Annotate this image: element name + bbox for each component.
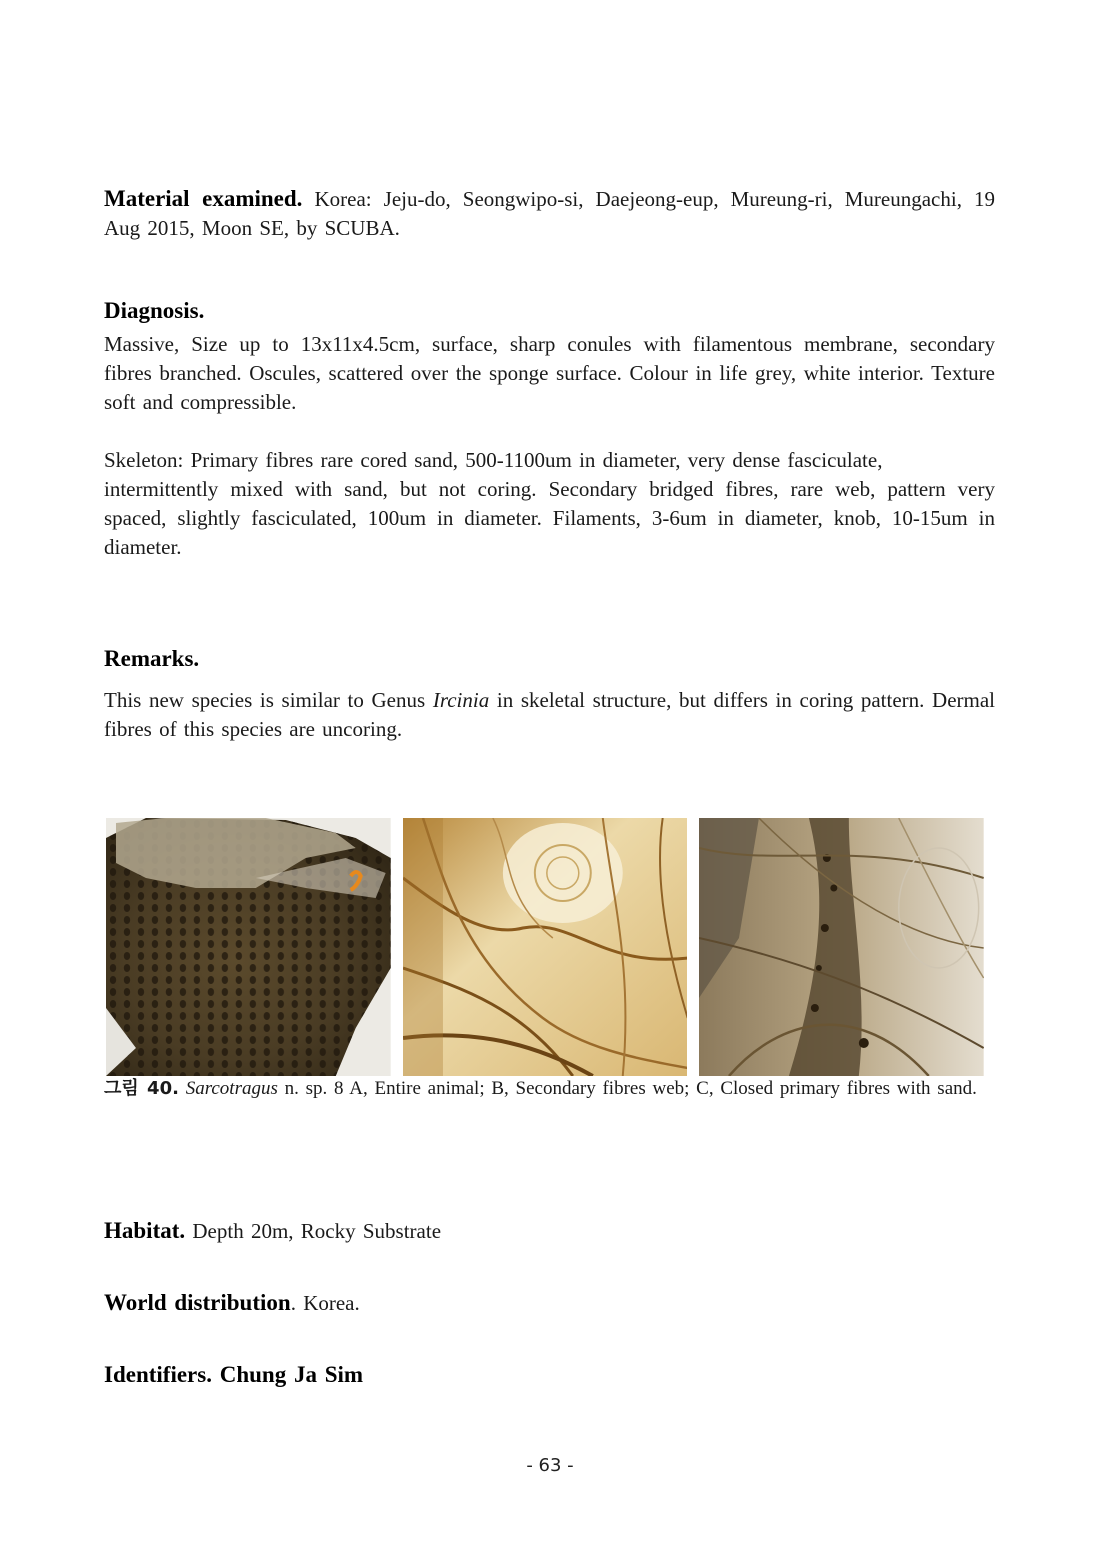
habitat-text: Depth 20m, Rocky Substrate <box>192 1219 442 1243</box>
diagnosis-section <box>104 298 995 562</box>
figure-label: 그림 40. <box>104 1078 179 1099</box>
diagnosis-heading: Diagnosis. <box>104 298 205 323</box>
figure-caption-text: n. sp. 8 A, Entire animal; B, Secondary fibres web; C, Closed primary fibres with sand. <box>284 1078 977 1099</box>
photo-entire-animal <box>106 818 391 1076</box>
identifiers-paragraph <box>104 1360 995 1390</box>
distribution-section <box>104 1288 995 1318</box>
remarks-text-before: This new species is similar to Genus <box>104 688 426 712</box>
remarks-section <box>104 646 995 744</box>
material-examined-section <box>104 184 995 243</box>
remarks-paragraph <box>104 686 995 744</box>
sponge-photo-illustration <box>106 818 391 1076</box>
material-examined-text: Korea: Jeju-do, Seongwipo-si, Daejeong-eup, Mureung-ri, Mureungachi, 19 Aug 2015, Moon SE, by SCUBA. <box>104 187 995 240</box>
habitat-section <box>104 1216 995 1246</box>
distribution-paragraph <box>104 1288 995 1318</box>
identifiers-heading: Identifiers. Chung Ja Sim <box>104 1362 364 1387</box>
figure-panels <box>106 818 984 1076</box>
diagnosis-description: Massive, Size up to 13x11x4.5cm, surface, sharp conules with filamentous membrane, secondary fibres branched. Oscules, scattered over the sponge surface. Colour in life grey, white interior. Texture soft and compressible. <box>104 332 995 414</box>
fibres-web-illustration <box>403 818 688 1076</box>
figure-species: Sarcotragus <box>185 1078 278 1099</box>
material-examined-heading: Material examined. <box>104 186 303 211</box>
figure-caption <box>104 1076 995 1102</box>
habitat-heading: Habitat. <box>104 1218 186 1243</box>
skeleton-line-2: intermittently mixed with sand, but not coring. Secondary bridged fibres, rare web, pattern very spaced, slightly fasciculated, 100um in diameter. Filaments, 3-6um in diameter, knob, 10-15um in diameter. <box>104 477 995 559</box>
habitat-paragraph <box>104 1216 995 1246</box>
material-examined-paragraph <box>104 184 995 243</box>
primary-fibres-illustration <box>699 818 984 1076</box>
distribution-text: . Korea. <box>290 1291 360 1315</box>
page-number: - 63 - <box>526 1455 574 1476</box>
photo-primary-fibres-sand <box>699 818 984 1076</box>
remarks-genus: Ircinia <box>432 688 490 712</box>
identifiers-section <box>104 1360 995 1390</box>
remarks-text-after: in skeletal structure, but differs in coring pattern. Dermal fibres of this species are uncoring. <box>104 688 996 741</box>
distribution-heading: World distribution <box>104 1290 291 1315</box>
skeleton-line-1: Skeleton: Primary fibres rare cored sand, 500-1100um in diameter, very dense fasciculate, <box>104 448 883 472</box>
remarks-heading: Remarks. <box>104 646 200 671</box>
photo-secondary-fibres-web <box>403 818 688 1076</box>
